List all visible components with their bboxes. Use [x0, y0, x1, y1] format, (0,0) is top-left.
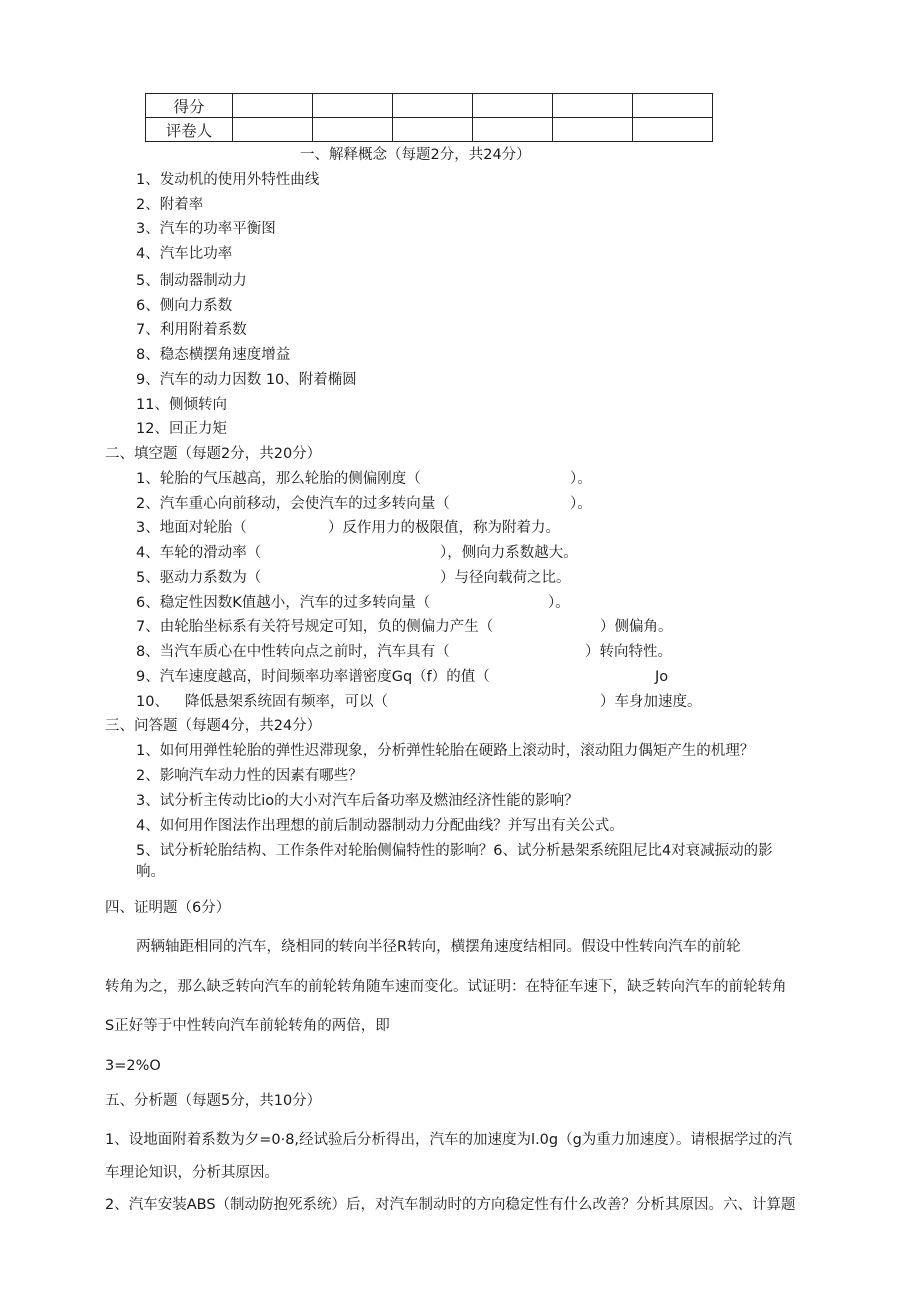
analysis-item: 车理论知识，分析其原因。 — [105, 1165, 279, 1181]
section2-title: 二、填空题（每题2分，共20分） — [105, 446, 322, 462]
concept-item: 5、制动器制动力 — [136, 273, 247, 289]
fill-blank-item: 7、由轮胎坐标系有关符号规定可知，负的侧偏力产生（ — [136, 619, 494, 635]
score-table — [145, 93, 713, 142]
concept-item: 6、侧向力系数 — [136, 298, 233, 314]
score-label: 得分 — [146, 94, 233, 118]
proof-formula: 3=2%O — [105, 1058, 161, 1074]
fill-blank-close: ）。 — [570, 496, 592, 512]
section5-title: 五、分析题（每题5分，共10分） — [105, 1093, 322, 1109]
fill-blank-close: ），侧向力系数越大。 — [440, 545, 578, 561]
proof-text: 两辆轴距相同的汽车，绕相同的转向半径R转向，横摆角速度结相同。假设中性转向汽车的前轮 — [136, 939, 741, 955]
grader-label: 评卷人 — [146, 118, 233, 142]
question-item: 2、影响汽车动力性的因素有哪些？ — [136, 768, 363, 784]
grader-cell[interactable] — [313, 118, 393, 142]
analysis-item: 1、设地面附着系数为夕=0·8,经试验后分析得出，汽车的加速度为l.0g（g为重力加速度）。请根据学过的汽 — [105, 1132, 793, 1148]
proof-text: S正好等于中性转向汽车前轮转角的两倍，即 — [105, 1018, 390, 1034]
fill-blank-item: 9、汽车速度越高，时间频率功率谱密度Gq（f）的值（ — [136, 669, 490, 685]
concept-item: 3、汽车的功率平衡图 — [136, 221, 276, 237]
question-item: 3、试分析主传动比io的大小对汽车后备功率及燃油经济性能的影响？ — [136, 793, 579, 809]
grader-cell[interactable] — [633, 118, 713, 142]
concept-item: 12、回正力矩 — [136, 421, 227, 437]
fill-blank-close: ）。 — [548, 595, 570, 611]
fill-blank-close: ）侧偏角。 — [600, 619, 673, 635]
question-item: 4、如何用作图法作出理想的前后制动器制动力分配曲线？并写出有关公式。 — [136, 818, 624, 834]
concept-item: 11、侧倾转向 — [136, 397, 227, 413]
section3-title: 三、问答题（每题4分，共24分） — [105, 718, 322, 734]
concept-item: 1、发动机的使用外特性曲线 — [136, 172, 320, 188]
concept-item: 4、汽车比功率 — [136, 246, 233, 262]
score-row — [146, 94, 713, 118]
concept-item: 8、稳态横摆角速度增益 — [136, 347, 291, 363]
fill-blank-close: ）与径向载荷之比。 — [440, 570, 571, 586]
fill-blank-item: 1、轮胎的气压越高，那么轮胎的侧偏刚度（ — [136, 471, 421, 487]
grader-row — [146, 118, 713, 142]
score-cell[interactable] — [633, 94, 713, 118]
fill-blank-close: ）车身加速度。 — [600, 694, 702, 710]
section1-title: 一、解释概念（每题2分，共24分） — [300, 147, 531, 163]
grader-cell[interactable] — [473, 118, 553, 142]
fill-blank-close: Jo — [655, 669, 669, 685]
concept-item: 2、附着率 — [136, 197, 204, 213]
fill-blank-item: 3、地面对轮胎（ — [136, 520, 247, 536]
fill-blank-item-text: 降低悬架系统固有频率，可以（ — [185, 694, 388, 710]
question-item: 1、如何用弹性轮胎的弹性迟滞现象，分析弹性轮胎在硬路上滚动时，滚动阻力偶矩产生的机理？ — [136, 743, 755, 759]
fill-blank-close: ）。 — [570, 471, 592, 487]
score-cell[interactable] — [313, 94, 393, 118]
proof-text: 转角为之，那么缺乏转向汽车的前轮转角随车速而变化。试证明：在特征车速下，缺乏转向汽车的前轮转角 — [105, 979, 787, 995]
fill-blank-item: 6、稳定性因数K值越小，汽车的过多转向量（ — [136, 595, 431, 611]
grader-cell[interactable] — [393, 118, 473, 142]
fill-blank-close: ）转向特性。 — [585, 644, 672, 660]
score-cell[interactable] — [553, 94, 633, 118]
score-cell[interactable] — [393, 94, 473, 118]
analysis-item: 2、汽车安装ABS（制动防抱死系统）后，对汽车制动时的方向稳定性有什么改善？分析其原因。六、计算题 — [105, 1197, 796, 1213]
question-item: 5、试分析轮胎结构、工作条件对轮胎侧偏特性的影响？6、试分析悬架系统阻尼比4对衰减振动的影 — [136, 843, 773, 859]
fill-blank-item: 2、汽车重心向前移动，会使汽车的过多转向量（ — [136, 496, 450, 512]
fill-blank-item: 8、当汽车质心在中性转向点之前时，汽车具有（ — [136, 644, 450, 660]
question-item: 响。 — [136, 864, 165, 880]
fill-blank-item: 4、车轮的滑动率（ — [136, 545, 262, 561]
fill-blank-item: 5、驱动力系数为（ — [136, 570, 262, 586]
score-cell[interactable] — [473, 94, 553, 118]
fill-blank-close: ）反作用力的极限值，称为附着力。 — [328, 520, 560, 536]
fill-blank-item: 10、 — [136, 694, 169, 710]
concept-item: 9、汽车的动力因数 10、附着椭圆 — [136, 372, 357, 388]
grader-cell[interactable] — [553, 118, 633, 142]
grader-cell[interactable] — [233, 118, 313, 142]
score-cell[interactable] — [233, 94, 313, 118]
section4-title: 四、证明题（6分） — [105, 900, 231, 916]
concept-item: 7、利用附着系数 — [136, 322, 247, 338]
